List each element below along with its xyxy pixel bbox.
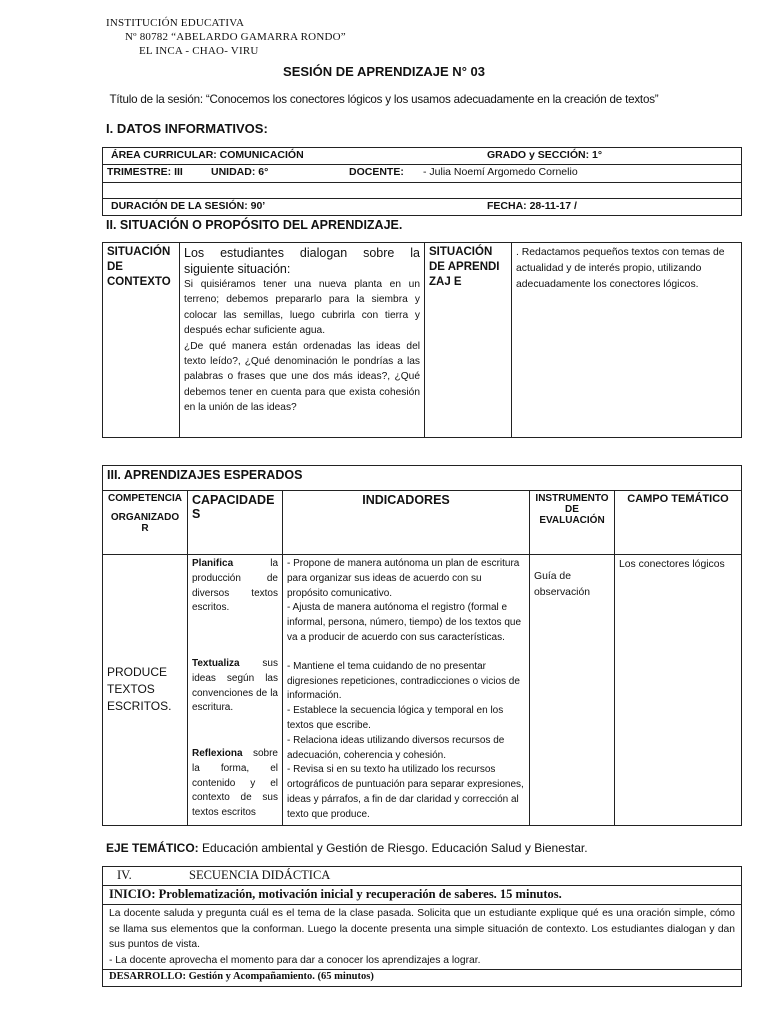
instrumento-cell: Guía de observación [530, 555, 615, 826]
capacidad-textualiza-verb: Textualiza [192, 658, 240, 669]
col-campo-header: CAMPO TEMÁTICO [615, 491, 742, 555]
capacidad-planifica-text: la producción de diversos textos escritos. [192, 558, 278, 614]
col-organizador-label: ORGANIZADO R [110, 512, 180, 534]
fecha-cell: FECHA: 28-11-17 / [475, 199, 742, 216]
secuencia-title: SECUENCIA DIDÁCTICA [189, 868, 331, 882]
school-location: EL INCA - CHAO- VIRU [139, 45, 259, 57]
institution-name: INSTITUCIÓN EDUCATIVA [106, 17, 245, 29]
secuencia-heading [103, 867, 742, 886]
situacion-contexto-label-cell [103, 243, 180, 438]
situacion-body: Si quisiéramos tener una nueva planta en un terreno; debemos prepararlo para la siembra y colocar las semillas, luego cubrirla con tierra y después echar suficiente agua. [184, 279, 420, 337]
capacidad-planifica-verb: Planifica [192, 558, 234, 569]
desarrollo-title: DESARROLLO: Gestión y Acompañamiento. (65 minutos) [103, 970, 742, 987]
situacion-contexto-content [180, 243, 425, 438]
col-competencia-header [103, 491, 188, 555]
session-subtitle: Título de la sesión: “Conocemos los conectores lógicos y los usamos adecuadamente en la creación de textos” [109, 93, 659, 106]
col-indicadores-header: INDICADORES [283, 491, 530, 555]
datos-table [102, 147, 742, 216]
col-capacidades-header: CAPACIDADE S [188, 491, 283, 555]
situacion-intro: Los estudiantes dialogan sobre la siguiente situación: [184, 246, 420, 276]
capacidad-reflexiona [192, 747, 278, 821]
secuencia-number: IV. [117, 868, 132, 882]
school-name: Nº 80782 “ABELARDO GAMARRA RONDO” [125, 31, 346, 43]
eje-tematico-label: EJE TEMÁTICO: [106, 841, 199, 855]
situacion-aprendizaje-text: . Redactamos pequeños textos con temas de actualidad y de interés propio, utilizando adecuadamente los conectores lógicos. [516, 247, 725, 290]
situacion-aprendizaje-label-cell [425, 243, 512, 438]
capacidad-planifica [192, 557, 278, 657]
capacidad-reflexiona-text: sobre la forma, el contenido y el contexto de sus textos escritos [192, 748, 278, 819]
competencia-cell: PRODUCE TEXTOS ESCRITOS. [103, 555, 188, 826]
capacidad-reflexiona-verb: Reflexiona [192, 748, 243, 759]
section-heading-aprendizajes: III. APRENDIZAJES ESPERADOS [103, 466, 742, 491]
situacion-questions: ¿De qué manera están ordenadas las ideas del texto leído?, ¿Qué denominación le pondrías a las palabras o frases que une dos más ideas?, ¿Qué debemos tener en cuenta para que exista cohesión en la unión de las ideas? [184, 340, 420, 414]
duracion-cell: DURACIÓN DE LA SESIÓN: 90’ [103, 199, 476, 216]
trimestre-row [103, 165, 742, 183]
inicio-note: - La docente aprovecha el momento para dar a conocer los aprendizajes a lograr. [109, 954, 481, 966]
indicador-4: - Establece la secuencia lógica y temporal en los textos que escribe. [287, 705, 504, 731]
unidad-value: UNIDAD: 6° [211, 166, 269, 178]
indicador-6: - Revisa si en su texto ha utilizado los recursos ortográficos de puntuación para separar expresiones, ideas y párrafos, a fin de dar claridad y corrección al texto que produce. [287, 764, 524, 820]
secuencia-table [102, 866, 742, 987]
section-heading-situacion: II. SITUACIÓN O PROPÓSITO DEL APRENDIZAJE. [106, 218, 403, 232]
indicadores-cell [283, 555, 530, 826]
aprendizajes-table [102, 465, 742, 826]
indicador-5: - Relaciona ideas utilizando diversos recursos de adecuación, coherencia y cohesión. [287, 734, 505, 761]
inicio-paragraph: La docente saluda y pregunta cuál es el tema de la clase pasada. Solicita que un estudiante explique qué es una oración simple, cómo se llama sus elementos que la conforman. Luego la docente presenta una simple situación de contexto. Los estudiantes dialogan y dan sus puntos de vista. [109, 908, 735, 950]
situacion-aprendizaje-label: SITUACIÓN DE APRENDIZAJ E [429, 246, 500, 288]
indicador-3: - Mantiene el tema cuidando de no presentar digresiones repeticiones, contradicciones o vicios de información. [287, 660, 520, 702]
area-cell: ÁREA CURRICULAR: COMUNICACIÓN [103, 148, 476, 165]
situacion-contexto-label: SITUACIÓN DE CONTEXTO [107, 246, 171, 288]
eje-tematico-text: Educación ambiental y Gestión de Riesgo. Educación Salud y Bienestar. [198, 841, 588, 855]
col-instrumento-header: INSTRUMENTO DE EVALUACIÓN [530, 491, 615, 555]
col-competencia-label: COMPETENCIA [108, 493, 182, 504]
grado-cell: GRADO y SECCIÓN: 1° [475, 148, 742, 165]
trimestre-value: TRIMESTRE: III [107, 166, 183, 178]
situacion-table [102, 242, 742, 438]
inicio-title: INICIO: Problematización, motivación inicial y recuperación de saberes. 15 minutos. [103, 886, 742, 905]
eje-tematico [106, 841, 588, 855]
empty-row [103, 183, 742, 199]
capacidad-textualiza [192, 657, 278, 747]
inicio-content [103, 905, 742, 970]
page-title: SESIÓN DE APRENDIZAJE N° 03 [283, 64, 485, 79]
docente-name: - Julia Noemí Argomedo Cornelio [423, 166, 578, 178]
situacion-aprendizaje-content [512, 243, 742, 438]
indicador-2: - Ajusta de manera autónoma el registro (formal e informal, persona, número, tiempo) de los textos que va a producir de acuerdo con sus características. [287, 602, 522, 643]
capacidad-textualiza-text: sus ideas según las convenciones de la escritura. [192, 658, 278, 714]
section-heading-datos: I. DATOS INFORMATIVOS: [106, 121, 268, 136]
indicador-1: - Propone de manera autónoma un plan de escritura para organizar sus ideas de acuerdo con su propósito comunicativo. [287, 558, 520, 599]
docente-label: DOCENTE: [349, 166, 404, 178]
campo-cell: Los conectores lógicos [615, 555, 742, 826]
capacidades-cell [188, 555, 283, 826]
